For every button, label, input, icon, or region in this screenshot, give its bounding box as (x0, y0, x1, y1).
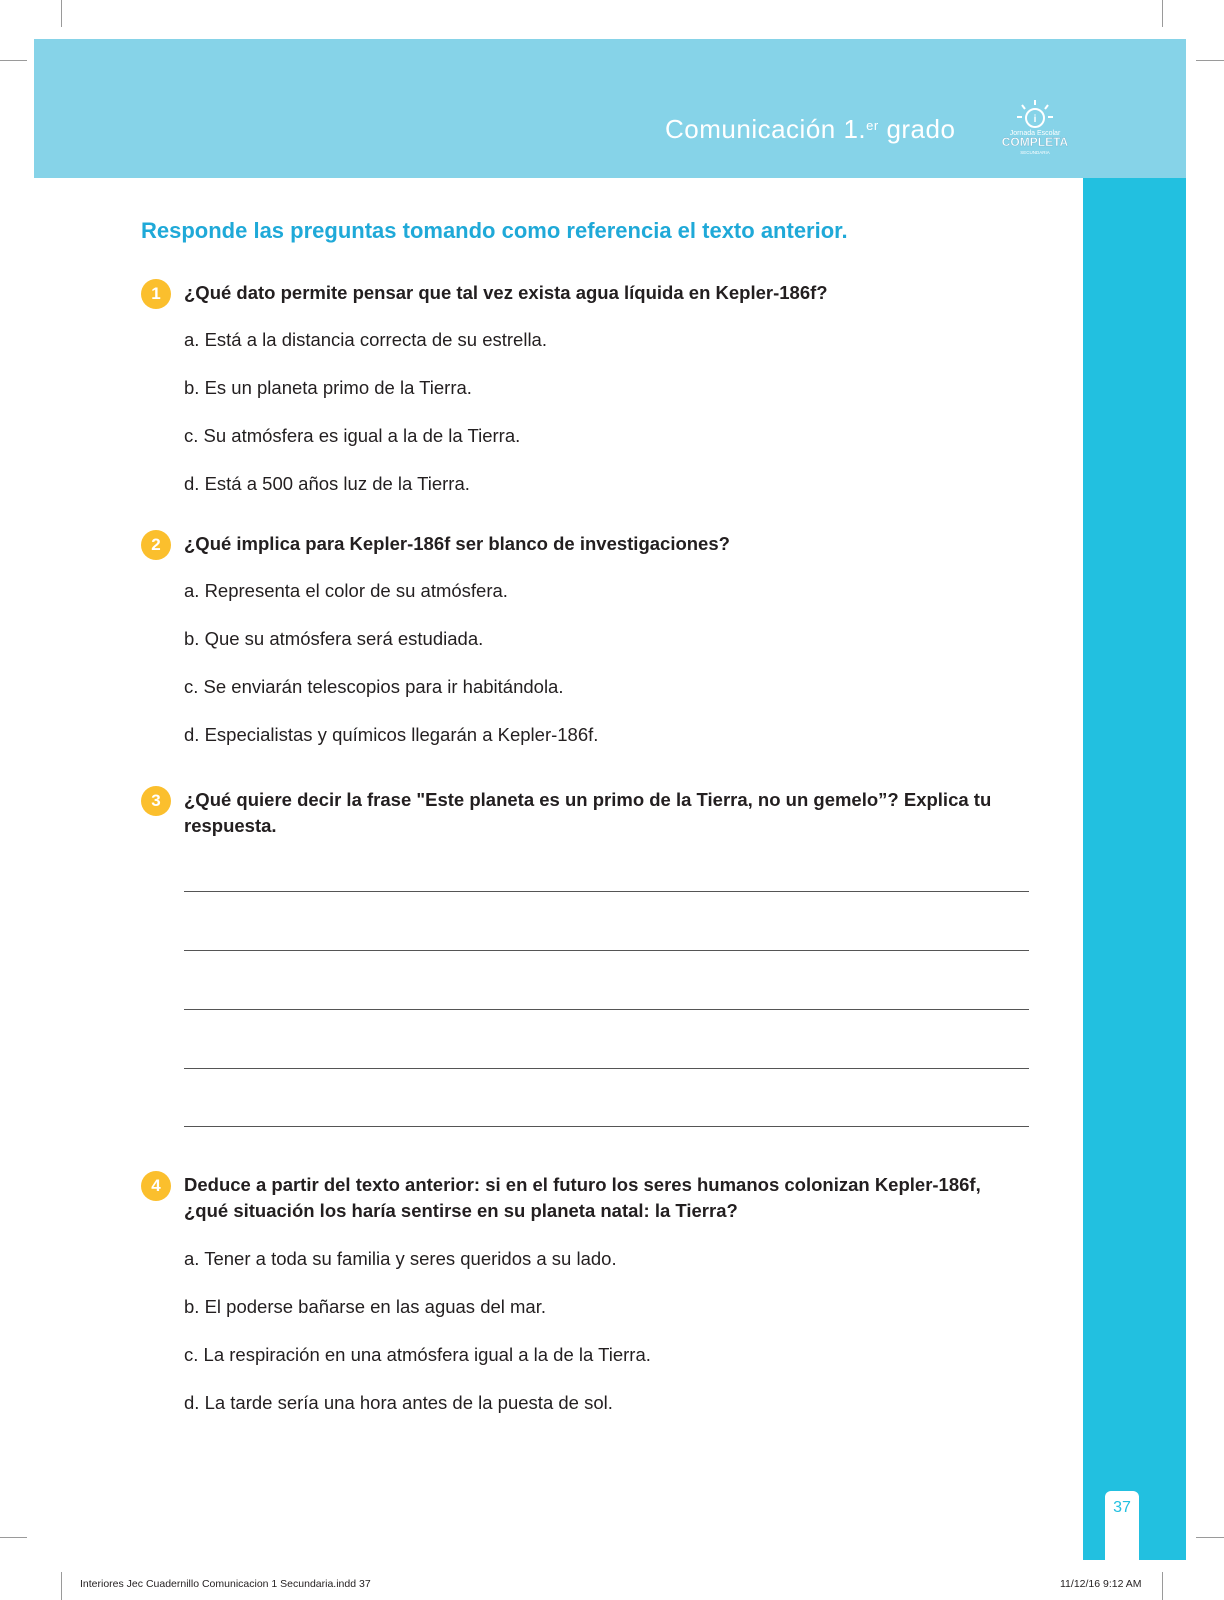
crop-mark (1196, 60, 1224, 61)
answer-option[interactable]: b. Que su atmósfera será estudiada. (184, 628, 484, 649)
answer-line[interactable] (184, 1068, 1029, 1069)
svg-text:Jornada Escolar: Jornada Escolar (1009, 130, 1061, 137)
footer-date: 11/12/16 9:12 AM (1060, 1578, 1142, 1590)
answer-option[interactable]: a. Representa el color de su atmósfera. (184, 580, 508, 601)
svg-text:SECUNDARIA: SECUNDARIA (1020, 150, 1050, 155)
instruction-heading: Responde las preguntas tomando como referencia el texto anterior. (141, 218, 848, 243)
answer-option[interactable]: a. Tener a toda su familia y seres queridos a su lado. (184, 1248, 617, 1269)
crop-mark (1196, 1537, 1224, 1538)
answer-option[interactable]: c. Su atmósfera es igual a la de la Tierra. (184, 425, 521, 446)
question-text: ¿Qué implica para Kepler-186f ser blanco de investigaciones? (184, 533, 730, 554)
question-number-badge: 3 (141, 786, 171, 816)
footer-file-name: Interiores Jec Cuadernillo Comunicacion 1 Secundaria.indd 37 (80, 1578, 371, 1590)
answer-line[interactable] (184, 950, 1029, 951)
answer-option[interactable]: d. La tarde sería una hora antes de la puesta de sol. (184, 1392, 613, 1413)
crop-mark (61, 0, 62, 27)
answer-option[interactable]: c. Se enviarán telescopios para ir habitándola. (184, 676, 564, 697)
question-number-badge: 2 (141, 530, 171, 560)
title-main: Comunicación 1. (665, 114, 867, 144)
answer-option[interactable]: b. El poderse bañarse en las aguas del mar. (184, 1296, 547, 1317)
page-title (665, 114, 955, 145)
title-end: grado (878, 114, 956, 144)
crop-mark (0, 1537, 27, 1538)
answer-line[interactable] (184, 891, 1029, 892)
svg-text:COMPLETA: COMPLETA (1001, 135, 1069, 149)
crop-mark (0, 60, 27, 61)
jornada-escolar-completa-logo (995, 98, 1075, 160)
answer-option[interactable]: a. Está a la distancia correcta de su estrella. (184, 329, 547, 350)
answer-option[interactable]: d. Está a 500 años luz de la Tierra. (184, 473, 470, 494)
question-text: ¿Qué dato permite pensar que tal vez exista agua líquida en Kepler-186f? (184, 282, 828, 303)
answer-line[interactable] (184, 1009, 1029, 1010)
question-number-badge: 4 (141, 1171, 171, 1201)
answer-option[interactable]: d. Especialistas y químicos llegarán a Kepler-186f. (184, 724, 599, 745)
answer-option[interactable]: b. Es un planeta primo de la Tierra. (184, 377, 472, 398)
crop-mark (1162, 1572, 1163, 1600)
question-text: ¿Qué quiere decir la frase "Este planeta es un primo de la Tierra, no un gemelo”? Explica tu respuesta. (184, 789, 992, 836)
question-number-badge: 1 (141, 279, 171, 309)
crop-mark (1162, 0, 1163, 27)
svg-text:i: i (1033, 114, 1037, 125)
answer-line[interactable] (184, 1126, 1029, 1127)
side-band (1083, 178, 1186, 1560)
question-text: Deduce a partir del texto anterior: si en el futuro los seres humanos colonizan Kepler-186f, ¿qué situación los haría sentirse en su planeta natal: la Tierra? (184, 1174, 981, 1221)
title-superscript: er (866, 118, 879, 133)
crop-mark (61, 1572, 62, 1600)
page-number: 37 (1113, 1499, 1131, 1516)
answer-option[interactable]: c. La respiración en una atmósfera igual a la de la Tierra. (184, 1344, 651, 1365)
